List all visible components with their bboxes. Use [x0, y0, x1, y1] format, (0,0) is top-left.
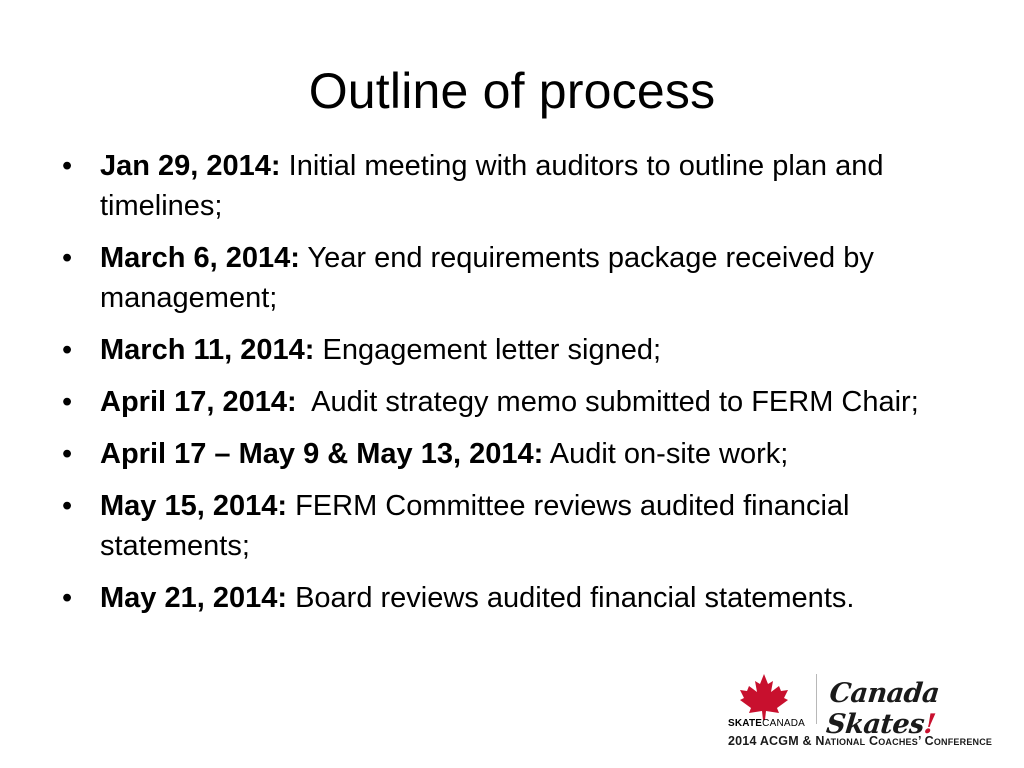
bullet-item — [62, 434, 962, 474]
canada-wordmark-thin: CANADA — [762, 718, 806, 729]
bullet-item — [62, 486, 962, 566]
bullet-date: May 21, 2014: — [100, 582, 288, 614]
bullet-date: May 15, 2014: — [100, 490, 288, 522]
skate-wordmark-bold: SKATE — [728, 718, 763, 729]
bullet-item — [62, 578, 962, 618]
bullet-list — [62, 146, 962, 630]
bullet-date: March 11, 2014: — [100, 334, 315, 366]
bullet-text: Board reviews audited financial statements. — [287, 582, 855, 614]
conference-logo — [724, 668, 1014, 760]
skate-canada-wordmark — [728, 718, 805, 729]
bullet-date: April 17 – May 9 & May 13, 2014: — [100, 438, 544, 470]
bullet-dot: • — [62, 582, 73, 614]
canada-skates-exclamation: ! — [922, 709, 937, 740]
bullet-text: Year end requirements package received by management; — [100, 242, 874, 314]
bullet-item — [62, 382, 962, 422]
bullet-item — [62, 146, 962, 226]
bullet-text: Engagement letter signed; — [314, 334, 662, 366]
bullet-item — [62, 238, 962, 318]
bullet-text: Audit on-site work; — [543, 438, 789, 470]
conference-caption: 2014 ACGM & National Coaches’ Conference — [728, 734, 993, 748]
maple-leaf-icon — [738, 672, 790, 720]
maple-leaf-shape — [740, 674, 788, 720]
bullet-text: Initial meeting with auditors to outline plan and timelines; — [100, 150, 884, 222]
bullet-dot: • — [62, 386, 73, 418]
bullet-item — [62, 330, 962, 370]
bullet-dot: • — [62, 334, 73, 366]
bullet-text: FERM Committee reviews audited financial statements; — [100, 490, 850, 562]
bullet-dot: • — [62, 150, 73, 182]
bullet-date: March 6, 2014: — [100, 242, 300, 274]
bullet-dot: • — [62, 490, 73, 522]
bullet-date: April 17, 2014: — [100, 386, 297, 418]
bullet-dot: • — [62, 242, 73, 274]
bullet-text: Audit strategy memo submitted to FERM Chair; — [296, 386, 919, 418]
canada-skates-text: Canada Skates — [824, 678, 941, 740]
logo-divider — [816, 674, 817, 724]
bullet-dot: • — [62, 438, 73, 470]
slide-title: Outline of process — [308, 63, 716, 119]
bullet-date: Jan 29, 2014: — [100, 150, 281, 182]
canada-skates-wordmark — [825, 678, 1018, 740]
